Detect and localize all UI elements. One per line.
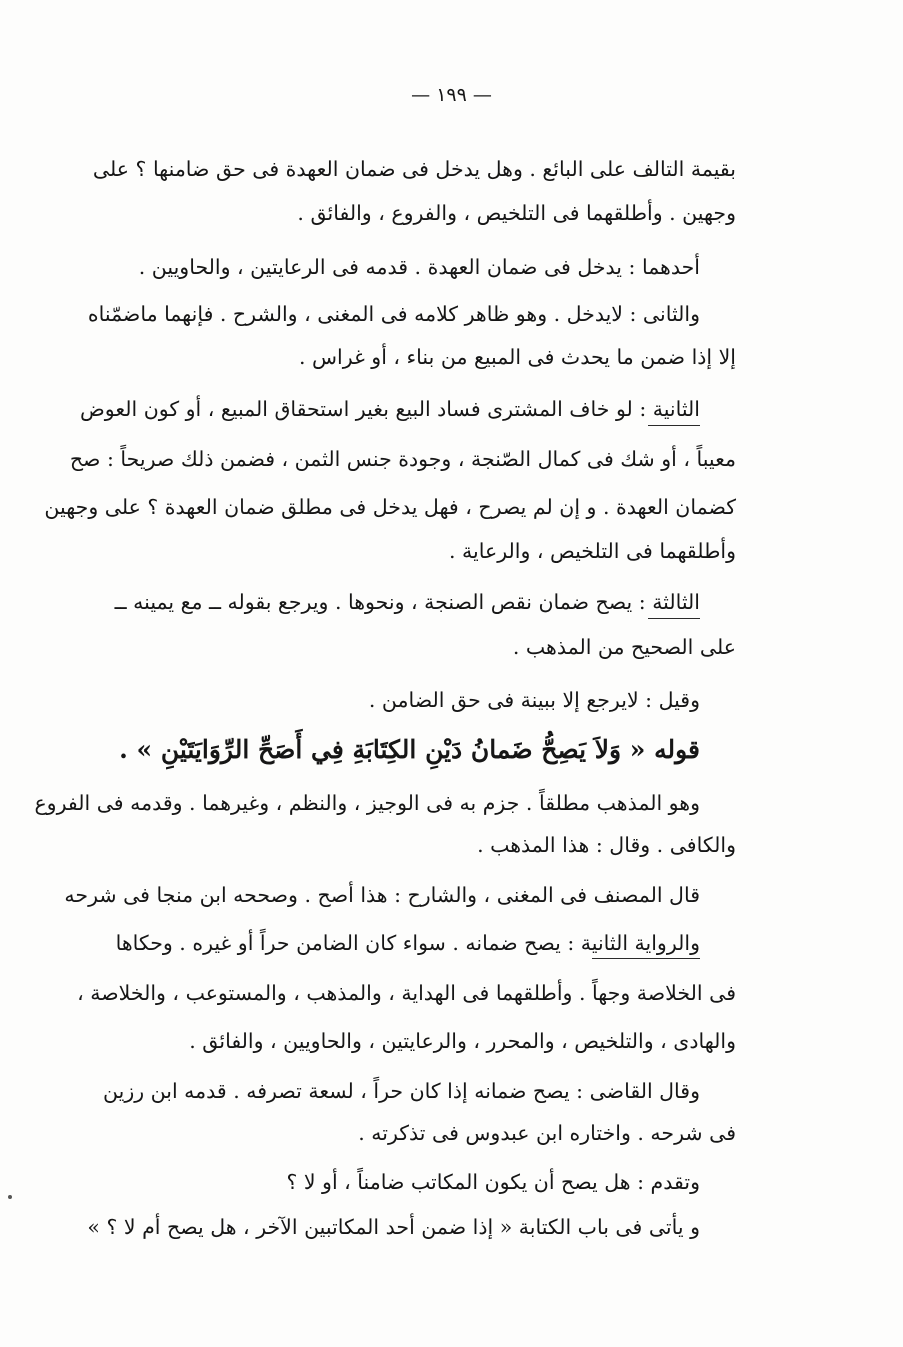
text-line: وقيل : لايرجع إلا ببينة فى حق الضامن .	[368, 688, 700, 712]
text-line: قال المصنف فى المغنى ، والشارح : هذا أصح . وصححه ابن منجا فى شرحه	[64, 883, 700, 907]
headword-underline	[648, 425, 700, 426]
headword-underline	[648, 618, 700, 619]
section-heading-line: قوله « وَلاَ يَصِحُّ ضَمانُ دَيْنِ الكِتَابَةِ فِي أَصَحِّ الرِّوَايَتَيْنِ » .	[119, 735, 700, 764]
text-line: والرواية الثانية : يصح ضمانه . سواء كان الضامن حراً أو غيره . وحكاها	[115, 931, 700, 955]
text-line: الثالثة : يصح ضمان نقص الصنجة ، ونحوها . ويرجع بقوله ــ مع يمينه ــ	[114, 590, 700, 614]
text-line: فى الخلاصة وجهاً . وأطلقهما فى الهداية ، والمذهب ، والمستوعب ، والخلاصة ،	[77, 981, 736, 1005]
text-line: معيباً ، أو شك فى كمال الصّنجة ، وجودة جنس الثمن ، فضمن ذلك صريحاً : صح	[69, 447, 736, 471]
text-line: وقال القاضى : يصح ضمانه إذا كان حراً ، لسعة تصرفه . قدمه ابن رزين	[103, 1079, 700, 1103]
text-line: وأطلقهما فى التلخيص ، والرعاية .	[449, 539, 736, 563]
headword-underline	[592, 958, 700, 959]
text-line: على الصحيح من المذهب .	[512, 635, 736, 659]
text-line: إلا إذا ضمن ما يحدث فى المبيع من بناء ، أو غراس .	[299, 345, 736, 369]
text-line: فى شرحه . واختاره ابن عبدوس فى تذكرته .	[358, 1121, 736, 1145]
text-line: و يأتى فى باب الكتابة « إذا ضمن أحد المكاتبين الآخر ، هل يصح أم لا ؟ »	[87, 1215, 700, 1239]
text-line: وجهين . وأطلقهما فى التلخيص ، والفروع ، والفائق .	[297, 201, 736, 225]
text-line: الثانية : لو خاف المشترى فساد البيع بغير استحقاق المبيع ، أو كون العوض	[80, 397, 700, 421]
margin-speck	[8, 1195, 12, 1199]
text-line: بقيمة التالف على البائع . وهل يدخل فى ضمان العهدة فى حق ضامنها ؟ على	[92, 157, 736, 181]
text-line: والكافى . وقال : هذا المذهب .	[477, 833, 736, 857]
text-line: وهو المذهب مطلقاً . جزم به فى الوجيز ، والنظم ، وغيرهما . وقدمه فى الفروع	[34, 791, 700, 815]
text-line: أحدهما : يدخل فى ضمان العهدة . قدمه فى الرعايتين ، والحاويين .	[138, 255, 700, 279]
text-line: وتقدم : هل يصح أن يكون المكاتب ضامناً ، أو لا ؟	[286, 1170, 700, 1194]
text-line: والثانى : لايدخل . وهو ظاهر كلامه فى المغنى ، والشرح . فإنهما ماضمّناه	[87, 302, 700, 326]
page-number: — ١٩٩ —	[411, 84, 492, 106]
text-line: كضمان العهدة . و إن لم يصرح ، فهل يدخل فى مطلق ضمان العهدة ؟ على وجهين	[44, 495, 736, 519]
text-line: والهادى ، والتلخيص ، والمحرر ، والرعايتين ، والحاويين ، والفائق .	[189, 1029, 736, 1053]
